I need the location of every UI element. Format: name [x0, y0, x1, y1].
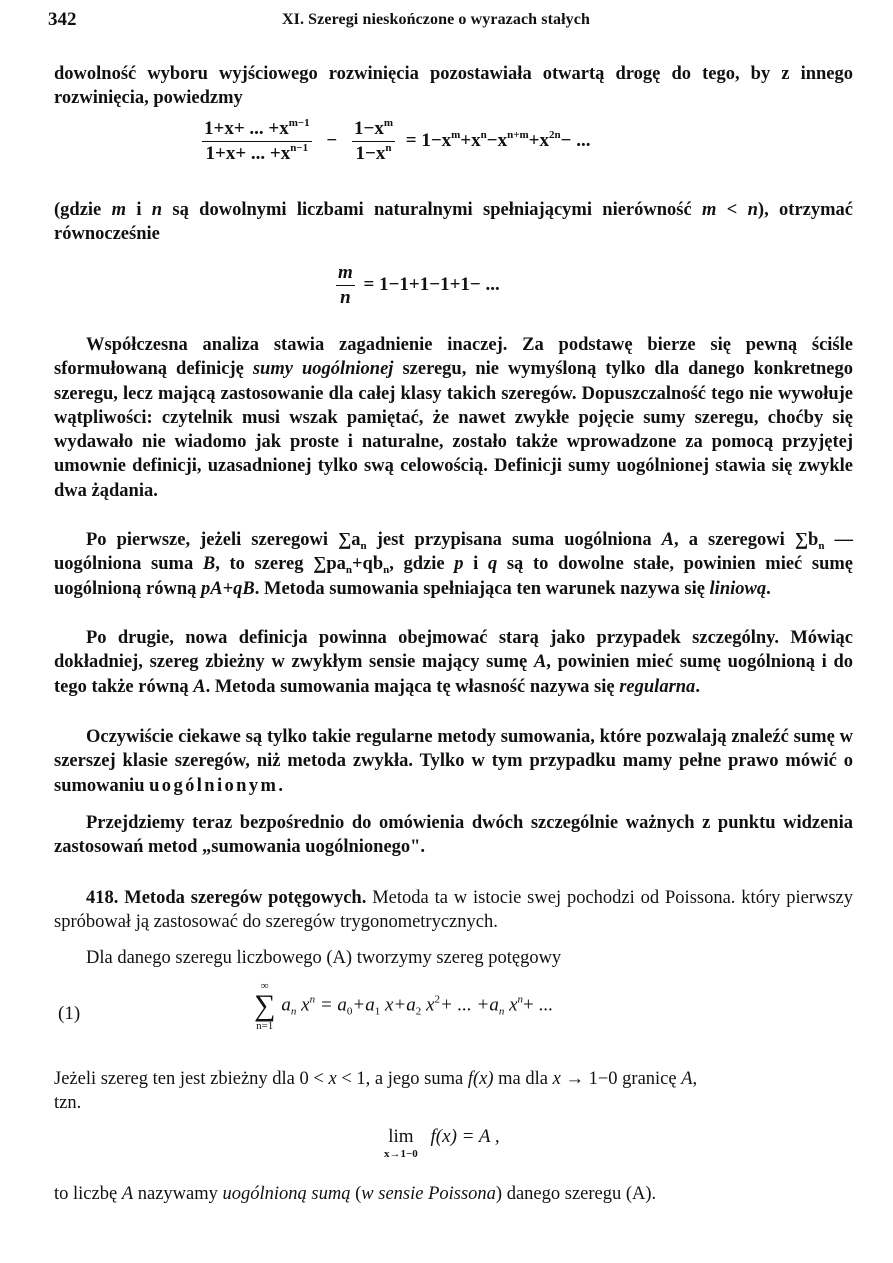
page-number: 342 — [48, 9, 77, 30]
equation-ratio-expansion: $\frac{1+x+ ... +x^{m-1}}{1+x+ ... +x^{n-1}}$ − $\frac{1-x^m}{1-x^n}$ = $1-x^m+x^n-x^{n+m}+x^{2n}-$ ... — [204, 117, 591, 164]
section-number: 418. — [86, 888, 119, 908]
running-header — [48, 9, 853, 33]
equation-label: (1) — [58, 1003, 81, 1024]
summation-sign: ∞ ∑ n=1 — [254, 980, 276, 1032]
series-rhs: = $1-x^m+x^n-x^{n+m}+x^{2n}-$ ... — [405, 128, 591, 151]
term-generalized-sum-poisson: uogólnioną sumą — [222, 1184, 351, 1204]
term-generalized-sum: sumy uogólnionej — [252, 359, 394, 380]
term-generalized-spaced: uogólnionym — [149, 775, 279, 796]
term-regular: regularna — [619, 676, 696, 697]
equation-grandi-series: $\frac{m}{n}$ = 1−1+1−1+1− ... — [338, 262, 500, 308]
paragraph-transition: Przejdziemy teraz bezpośrednio do omówienia dwóch szczególnie ważnych z punktu widzenia zastosowań metod „sumowania uogólnionego". — [54, 813, 853, 858]
paragraph-poisson-definition: to liczbę A nazywamy uogólnioną sumą (w sensie Poissona) danego szeregu (A). — [54, 1184, 657, 1204]
section-418-intro: 418. Metoda szeregów potęgowych. Metoda ta w istocie swej pochodzi od Poissona. który pierwszy spróbował ją zastosować do szeregów trygonometrycznych. — [54, 888, 854, 933]
equation-1-power-series: (1) ∞ ∑ n=1 $a_n$ $x^n = a_0+a_1$ $x+a_2$ $x^2+$ ... $+a_n$ $x^n+$ ... — [58, 980, 553, 1032]
fraction-closed-form: $\frac{1-x^m}{1-x^n}$ — [354, 117, 393, 164]
paragraph-regularity: Po drugie, nowa definicja powinna obejmować starą jako przypadek szczególny. Mówiąc dokładniej, szereg zbieżny w zwykłym sensie mający sumę A, powinien mieć sumę uogólnioną i do tego także równą A. Metoda sumowania mająca tę własność nazywa się regularna. — [54, 628, 853, 697]
paragraph-useful-methods: Oczywiście ciekawe są tylko takie regularne metody sumowania, które pozwalają znaleźć sumę w szerszej klasie szeregów, niż metoda zwykła. Tylko w tym przypadku mamy pełne prawo mówić o sumowaniu uogólnionym. — [54, 727, 853, 796]
paragraph-intro: dowolność wyboru wyjściowego rozwinięcia pozostawiała otwartą drogę do tego, by z innego rozwinięcia, powiedzmy — [54, 64, 853, 109]
paragraph-condition: (gdzie m i n są dowolnymi liczbami naturalnymi spełniającymi nierówność m < n), otrzymać równocześnie — [54, 200, 853, 245]
running-head-title: XI. Szeregi nieskończone o wyrazach stałych — [282, 11, 590, 28]
paragraph-power-series-intro: Dla danego szeregu liczbowego (A) tworzymy szereg potęgowy — [86, 948, 562, 968]
paragraph-modern-analysis: Współczesna analiza stawia zagadnienie inaczej. Za podstawę bierze się pewną ściśle sformułowaną definicję sumy uogólnionej szeregu, nie wymyśloną tylko dla danego konkretnego szeregu, lecz mającą zastosowanie dla całej klasy takich szeregów. Dopuszczalność tego nie wywołuje wątpliwości: czytelnik musi wszak pamiętać, że nawet zwykłe pojęcie sumy szeregu, choćby się wydawało nie wiadomo jak proste i naturalne, zostało także wprowadzone za pomocą przyjętej umownie definicji, uzasadnionej tylko swą celowością. Definicji sumy uogólnionej stawia się zwykle dwa żądania. — [54, 335, 853, 501]
term-poisson-sense: w sensie Poissona — [361, 1184, 496, 1204]
paragraph-linearity: Po pierwsze, jeżeli szeregowi $\sum a_n$ jest przypisana suma uogólniona A, a szeregowi $\sum b_n$ — uogólniona suma B, to szereg $\sum pa_n+qb_n$, gdzie p i q są to dowolne stałe, powinien mieć sumę uogólnioną równą pA+qB. Metoda sumowania spełniająca ten warunek nazywa się liniową. — [54, 530, 854, 599]
section-title: Metoda szeregów potęgowych. — [124, 888, 367, 908]
equation-limit: lim x→1−0 f(x) = A , — [384, 1126, 500, 1160]
fraction-geometric-sums: $\frac{1+x+ ... +x^{m-1}}{1+x+ ... +x^{n-1}}$ — [204, 117, 310, 164]
paragraph-poisson-condition: Jeżeli szereg ten jest zbieżny dla 0 < x < 1, a jego suma f(x) ma dla x → 1−0 granicę A, tzn. — [54, 1069, 698, 1114]
term-linear: liniową — [709, 578, 767, 599]
